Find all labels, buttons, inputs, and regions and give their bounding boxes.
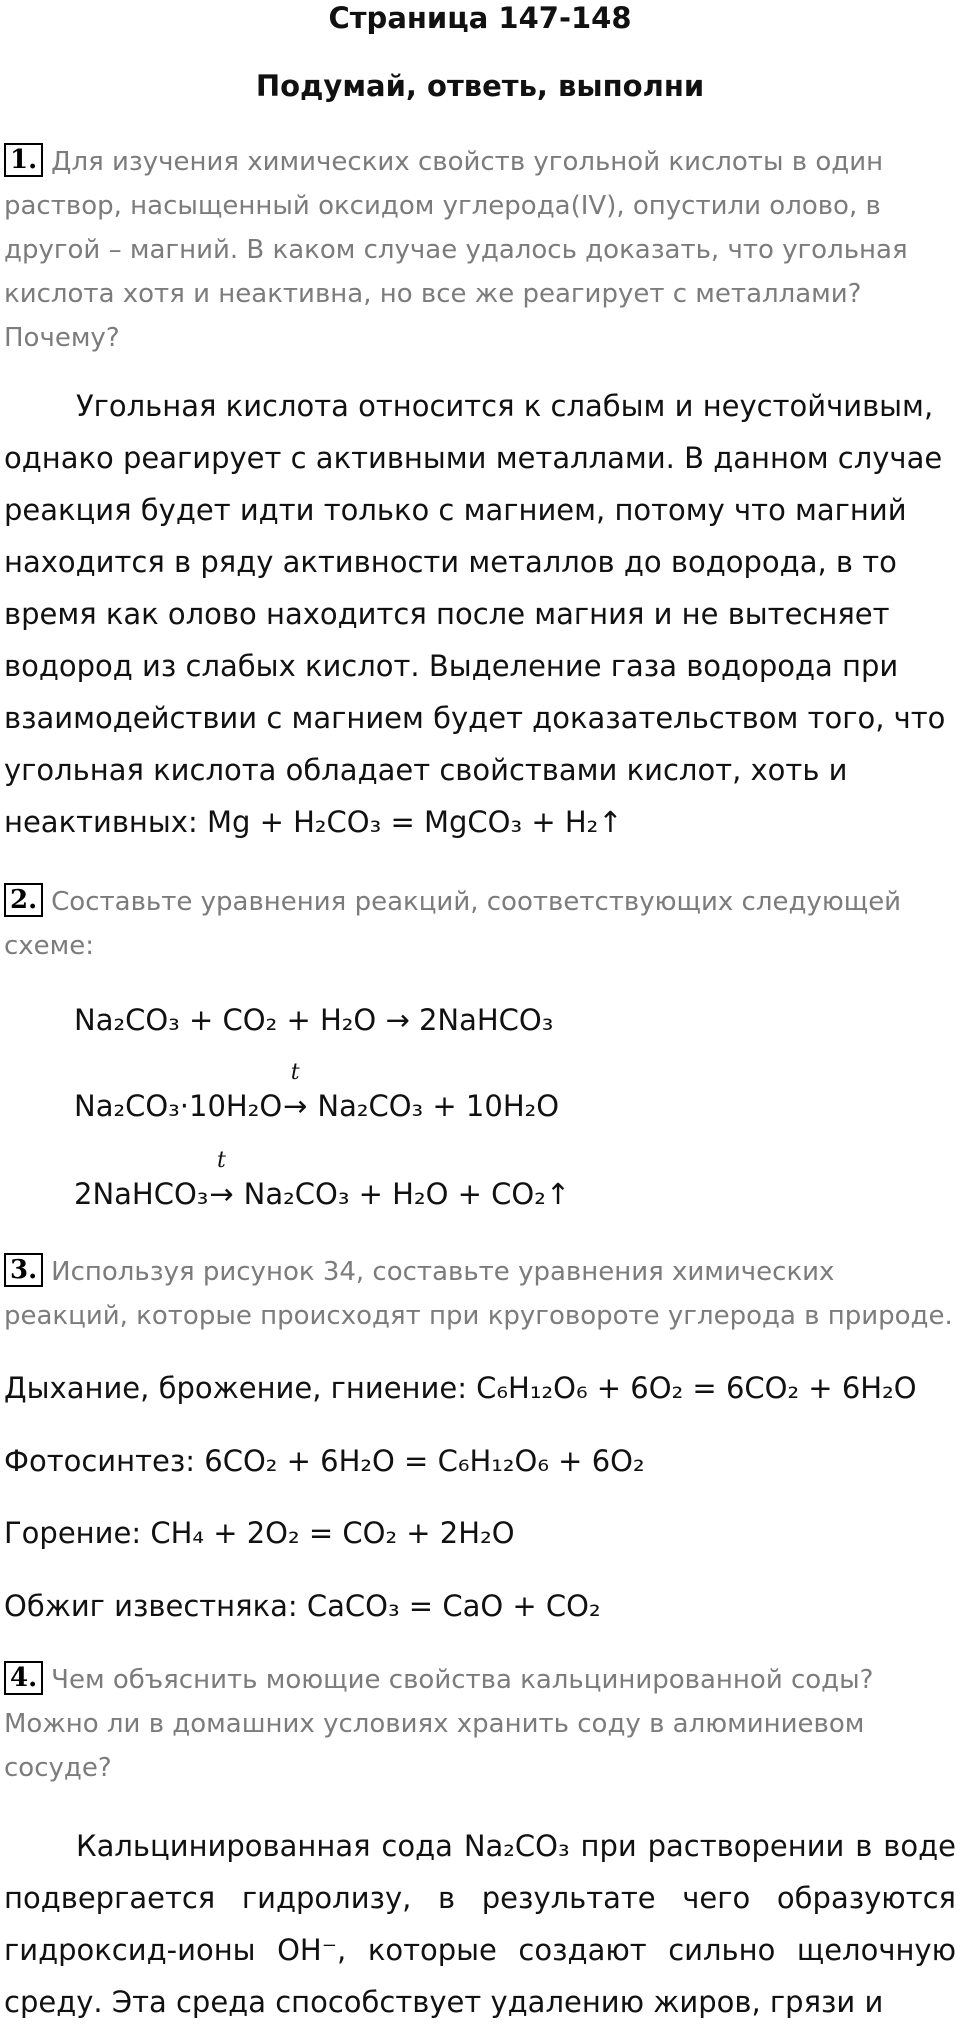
heat-symbol: t — [217, 1148, 226, 1173]
question-text: Чем объяснить моющие свойства кальцинированной соды? Можно ли в домашних условиях хранить соду в алюминиевом сосуде? — [4, 1665, 874, 1783]
equation-2-2 — [74, 1060, 560, 1126]
answer-4: Кальцинированная сода Na₂CO₃ при растворении в воде подвергается гидролизу, в результате чего образуются гидроксид-ионы OH⁻, которые создают сильно щелочную среду. Эта среда способствует удалению жиров, грязи и — [4, 1829, 956, 2019]
heat-symbol: t — [290, 1060, 300, 1085]
equation-left: Na₂CO₃·10H₂O — [74, 1089, 283, 1123]
equation-right: Na₂CO₃ + 10H₂O — [317, 1089, 560, 1123]
answer-equation: Mg + H₂CO₃ = MgCO₃ + H₂↑ — [206, 805, 623, 839]
question-3 — [4, 1250, 956, 1338]
carbon-cycle-equation: Дыхание, брожение, гниение: C₆H₁₂O₆ + 6O₂ = 6CO₂ + 6H₂O — [4, 1371, 917, 1405]
equation-right: Na₂CO₃ + H₂O + CO₂↑ — [243, 1177, 571, 1211]
carbon-cycle-equation: Обжиг известняка: CaCO₃ = CaO + CO₂ — [4, 1589, 601, 1623]
question-text: Составьте уравнения реакций, соответствующих следующей схеме: — [4, 887, 902, 961]
heating-arrow — [282, 1060, 308, 1126]
equation-left: 2NaHCO₃ — [74, 1177, 209, 1211]
section-title: Подумай, ответь, выполни — [255, 69, 705, 103]
page-title: Страница 147-148 — [328, 1, 632, 35]
equation-2-1: Na₂CO₃ + CO₂ + H₂O → 2NaHCO₃ — [74, 1003, 554, 1037]
question-4 — [4, 1658, 956, 1790]
heating-arrow — [208, 1148, 234, 1214]
question-number: 3. — [4, 1253, 43, 1287]
question-1 — [4, 140, 956, 360]
question-number: 1. — [4, 143, 43, 177]
arrow-icon: → — [283, 1089, 308, 1123]
carbon-cycle-equation: Фотосинтез: 6CO₂ + 6H₂O = C₆H₁₂O₆ + 6O₂ — [4, 1444, 645, 1478]
arrow-icon: → — [209, 1177, 234, 1211]
equation-2-3 — [74, 1148, 571, 1214]
answer-1 — [4, 380, 956, 848]
question-text: Используя рисунок 34, составьте уравнения химических реакций, которые происходят при круговороте углерода в природе. — [4, 1257, 953, 1331]
question-number: 2. — [4, 883, 43, 917]
question-number: 4. — [4, 1661, 43, 1695]
question-text: Для изучения химических свойств угольной кислоты в один раствор, насыщенный оксидом углерода(IV), опустили олово, в другой – магний. В каком случае удалось доказать, что угольная кислота хотя и неактивна, но все же реагирует с металлами? Почему? — [4, 147, 908, 353]
answer-text: Угольная кислота относится к слабым и неустойчивым, однако реагирует с активными металлами. В данном случае реакция будет идти только с магнием, потому что магний находится в ряду активности металлов до водорода, в то время как олово находится после магния и не вытесняет водород из слабых кислот. Выделение газа водорода при взаимодействии с магнием будет доказательством того, что угольная кислота обладает свойствами кислот, хоть и неактивных: — [4, 389, 946, 839]
question-2 — [4, 880, 956, 968]
carbon-cycle-equation: Горение: CH₄ + 2O₂ = CO₂ + 2H₂O — [4, 1516, 515, 1550]
